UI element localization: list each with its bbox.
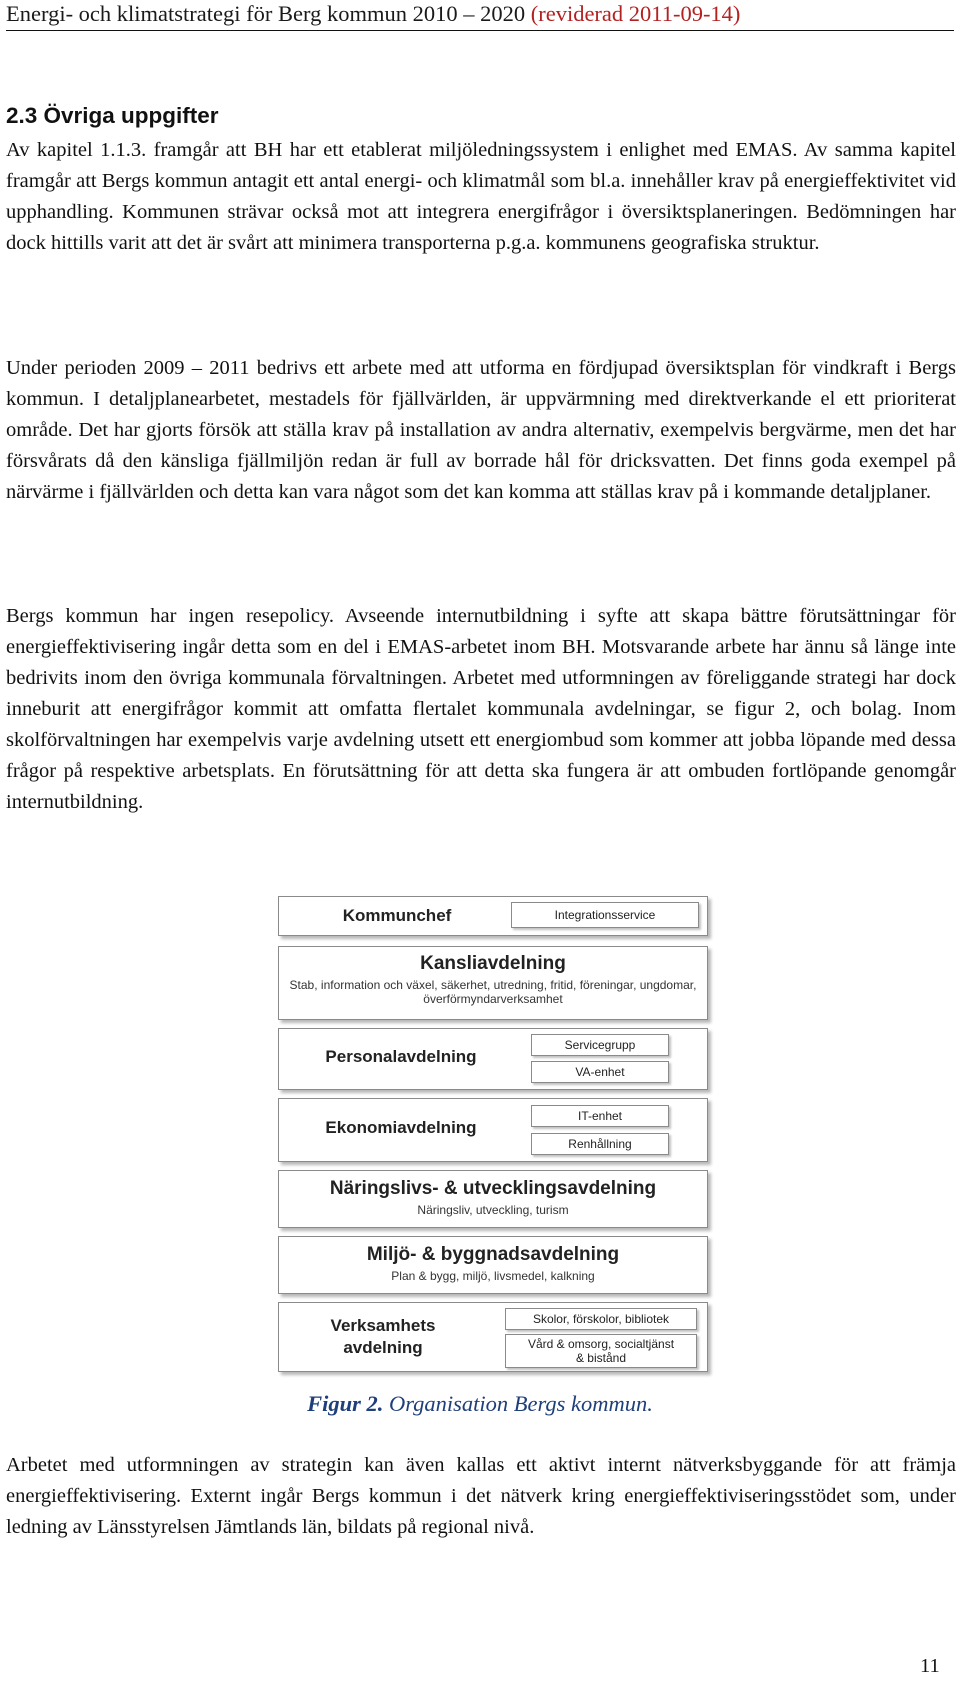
miljo-description: Plan & bygg, miljö, livsmedel, kalkning: [391, 1269, 595, 1283]
box-vard-omsorg: [505, 1334, 697, 1368]
naring-description: Näringsliv, utveckling, turism: [417, 1203, 569, 1217]
vard-line1: Vård & omsorg, socialtjänst: [527, 1337, 675, 1351]
verksamhet-label-line1: Verksamhets: [330, 1316, 436, 1335]
page-header: [6, 1, 954, 31]
paragraph-natverk: Arbetet med utformningen av strategin kan även kallas ett aktivt internt nätverksbyggande för att främja energieffektivisering. Externt ingår Bergs kommun i det nätverk kring energieffektiviseringsstödet som, under ledning av Länsstyrelsen Jämtlands län, bildats på regional nivå.: [6, 1454, 956, 1538]
box-kommunchef: [278, 896, 708, 936]
kommunchef-label: Kommunchef: [342, 906, 452, 925]
box-personalavdelning: [278, 1028, 708, 1090]
box-naringslivsavdelning: [278, 1170, 708, 1228]
kansli-label: Kansliavdelning: [420, 953, 566, 974]
page-number: 11: [920, 1655, 940, 1677]
box-ekonomiavdelning: [278, 1098, 708, 1162]
figure-label: Figur 2.: [307, 1391, 384, 1416]
paragraph-ems: Av kapitel 1.1.3. framgår att BH har ett etablerat miljöledningssystem i enlighet med EMAS. Av samma kapitel framgår att Bergs kommun antagit ett antal energi- och klimatmål som bl.a. innehåller krav på energieffektivitet vid upphandling. Kommunen strävar också mot att integrera energifrågor i översiktsplaneringen. Bedömningen har dock hittills varit att det är svårt att minimera transporterna p.g.a. kommunens geografiska struktur.: [6, 139, 956, 254]
paragraph-vindkraft: Under perioden 2009 – 2011 bedrivs ett arbete med att utforma en fördjupad översiktsplan för vindkraft i Bergs kommun. I detaljplanearbetet, mestadels för fjällvärlden, är uppvärmning med direktverkande el ett prioriterat område. Det har gjorts försök att ställa krav på installation av andra alternativ, exempelvis bergvärme, men det har försvårats då den känsliga fjällmiljön redan är full av borrade hål för dricksvatten. Det finns goda exempel på närvärme i fjällvärlden och detta kan vara något som det kan komma att ställas krav på i kommande detaljplaner.: [6, 357, 956, 503]
box-miljoavdelning: [278, 1236, 708, 1294]
org-chart: [274, 892, 714, 1376]
box-integrationsservice: Integrationsservice: [511, 902, 699, 928]
document-title: Energi- och klimatstrategi för Berg kommun 2010 – 2020: [6, 1, 531, 26]
section-heading: 2.3 Övriga uppgifter: [6, 103, 219, 128]
verksamhet-label-line2: avdelning: [343, 1338, 423, 1357]
revision-date: (reviderad 2011-09-14): [530, 1, 741, 26]
figure-caption-text: Organisation Bergs kommun.: [383, 1391, 653, 1416]
kansli-description: Stab, information och växel, säkerhet, utredning, fritid, föreningar, ungdomar, överförmyndarverksamhet: [289, 978, 697, 1006]
verksamhet-label: [285, 1315, 481, 1359]
paragraph-resepolicy: Bergs kommun har ingen resepolicy. Avseende internutbildning i syfte att skapa bättre förutsättningar för energieffektivisering ingår detta som en del i EMAS-arbetet inom BH. Motsvarande arbete har ännu så länge inte bedrivits inom den övriga kommunala förvaltningen. Arbetet med utformningen av föreliggande strategi har dock inneburit att energifrågor kommit att omfatta flertalet kommunala avdelningar, se figur 2, och bolag. Inom skolförvaltningen har exempelvis varje avdelning utsett ett energiombud som kommer att jobba löpande med dessa frågor på respektive arbetsplats. En förutsättning för att detta ska fungera är att ombuden fortlöpande genomgår internutbildning.: [6, 605, 956, 813]
box-servicegrupp: Servicegrupp: [531, 1034, 669, 1056]
vard-line2: & bistånd: [575, 1351, 627, 1365]
box-it-enhet: IT-enhet: [531, 1105, 669, 1127]
ekonomi-label: Ekonomiavdelning: [325, 1118, 477, 1137]
box-skolor: Skolor, förskolor, bibliotek: [505, 1308, 697, 1330]
box-kansliavdelning: [278, 946, 708, 1020]
box-verksamhetsavdelning: [278, 1302, 708, 1372]
box-va-enhet: VA-enhet: [531, 1061, 669, 1083]
box-renhallning: Renhållning: [531, 1133, 669, 1155]
miljo-label: Miljö- & byggnadsavdelning: [366, 1244, 620, 1265]
naring-label: Näringslivs- & utvecklingsavdelning: [329, 1178, 657, 1199]
figure-caption: [0, 1390, 960, 1418]
personal-label: Personalavdelning: [325, 1047, 477, 1066]
